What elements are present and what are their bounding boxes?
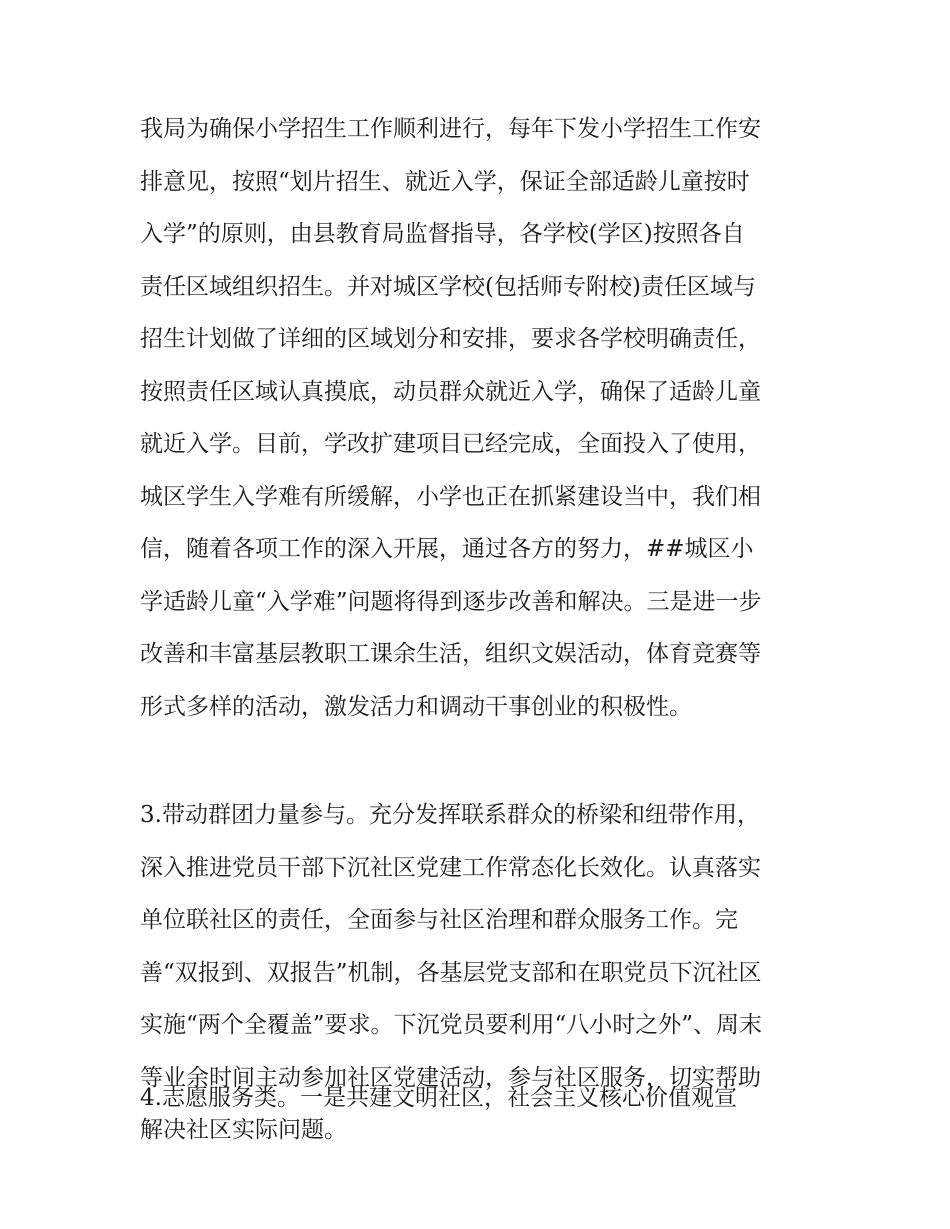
text-line: 改善和丰富基层教职工课余生活，组织文娱活动，体育竞赛等: [140, 641, 761, 667]
paragraph-volunteer-service: [140, 1072, 820, 1125]
text-line: 责任区域组织招生。并对城区学校(包括师专附校)责任区域与: [140, 273, 756, 300]
text-line: 单位联社区的责任，全面参与社区治理和群众服务工作。完: [140, 907, 738, 933]
text-line: 入学”的原则，由县教育局监督指导，各学校(学区)按照各自: [140, 221, 745, 247]
text-line: 等业余时间主动参加社区党建活动，参与社区服务，切实帮助: [140, 1064, 761, 1091]
paragraph-enrollment: [140, 103, 820, 733]
text-line: 善“双报到、双报告”机制，各基层党支部和在职党员下沉社区: [140, 959, 762, 986]
text-line: 信，随着各项工作的深入开展，通过各方的努力，##城区小: [140, 536, 754, 562]
text-line: 排意见，按照“划片招生、就近入学，保证全部适龄儿童按时: [140, 168, 750, 195]
text-line: 实施“两个全覆盖”要求。下沉党员要利用“八小时之外”、周末: [140, 1012, 763, 1038]
text-line: 就近入学。目前，学改扩建项目已经完成，全面投入了使用，: [140, 431, 761, 457]
text-line: 深入推进党员干部下沉社区党建工作常态化长效化。认真落实: [140, 854, 761, 881]
text-line: 3.带动群团力量参与。充分发挥联系群众的桥梁和纽带作用，: [140, 802, 760, 828]
text-line: 城区学生入学难有所缓解，小学也正在抓紧建设当中，我们相: [140, 483, 761, 510]
text-line: 形式多样的活动，激发活力和调动干事创业的积极性。: [140, 693, 692, 720]
text-line: 解决社区实际问题。: [140, 1117, 347, 1143]
text-line: 我局为确保小学招生工作顺利进行，每年下发小学招生工作安: [140, 116, 761, 142]
text-line: 学适龄儿童“入学难”问题将得到逐步改善和解决。三是进一步: [140, 588, 762, 615]
text-line: 招生计划做了详细的区域划分和安排，要求各学校明确责任，: [140, 326, 761, 352]
text-line: 4.志愿服务类。一是共建文明社区，社会主义核心价值观宣: [140, 1085, 737, 1111]
text-line: 按照责任区域认真摸底，动员群众就近入学，确保了适龄儿童: [140, 378, 761, 405]
